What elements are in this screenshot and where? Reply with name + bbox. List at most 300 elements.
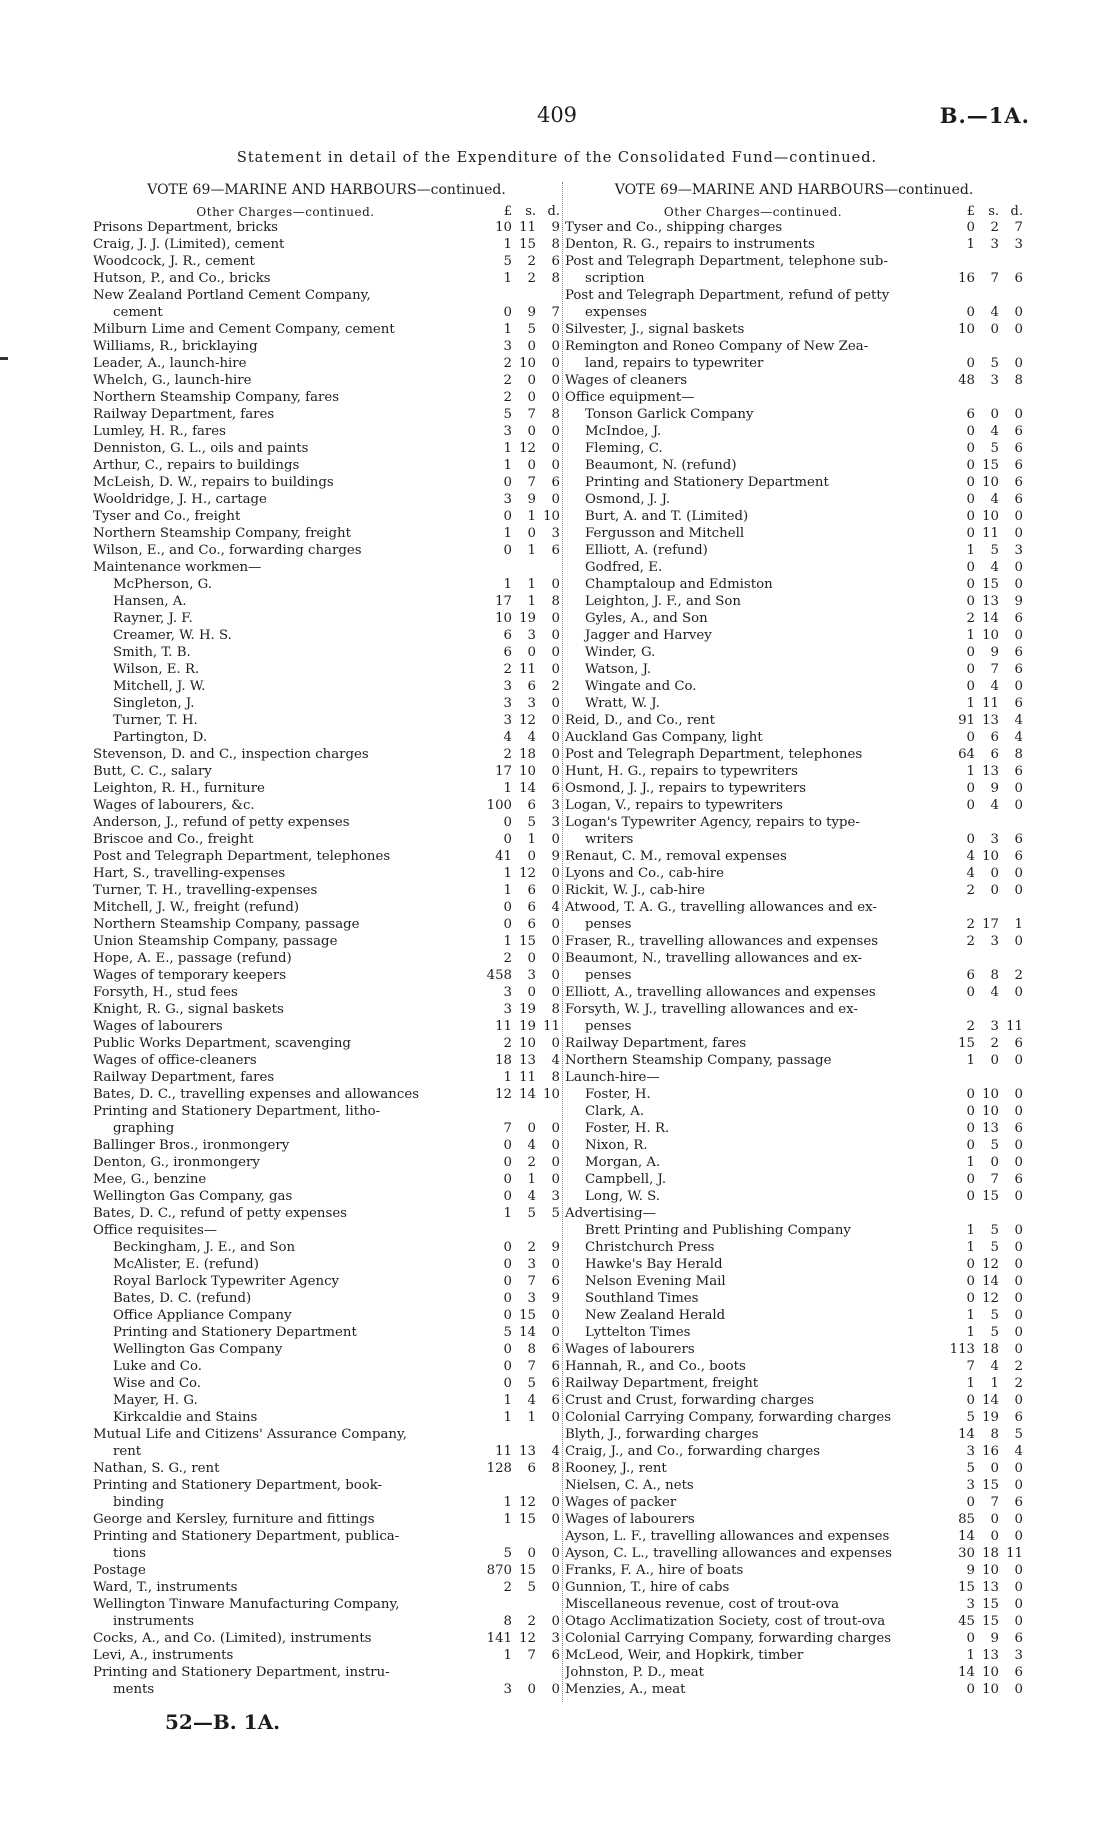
- pence-value: 0: [551, 458, 560, 473]
- pounds-value: 18: [495, 1053, 512, 1068]
- pounds-value: 0: [503, 1138, 512, 1153]
- table-row: [93, 1341, 560, 1358]
- pence-value: [536, 1426, 560, 1443]
- pence-value: 8: [1014, 373, 1023, 388]
- pounds-value: 2: [966, 611, 975, 626]
- table-row: [565, 1409, 1023, 1426]
- pounds-value: 45: [958, 1614, 975, 1629]
- table-row: [93, 1477, 560, 1494]
- table-row: [565, 576, 1023, 593]
- pence-value: 0: [1014, 1274, 1023, 1289]
- pounds-value: 6: [966, 968, 975, 983]
- table-row: [93, 712, 560, 729]
- pence-value: 0: [1014, 1597, 1023, 1612]
- pounds-value: 0: [966, 526, 975, 541]
- item-description: Renaut, C. M., removal expenses: [565, 849, 787, 864]
- pence-value: 0: [551, 696, 560, 711]
- table-row: [565, 950, 1023, 967]
- shillings-value: 4: [990, 305, 999, 320]
- table-row: [93, 933, 560, 950]
- pence-value: 0: [1014, 628, 1023, 643]
- item-description: penses: [585, 968, 632, 983]
- pounds-value: 2: [503, 951, 512, 966]
- item-description: Nixon, R.: [585, 1138, 648, 1153]
- expenditure-rows: [565, 219, 1023, 1698]
- pence-value: 6: [1014, 662, 1023, 677]
- shillings-value: 15: [519, 1308, 536, 1323]
- table-row: [93, 253, 560, 270]
- table-row: [565, 423, 1023, 440]
- pounds-value: 16: [958, 271, 975, 286]
- shillings-value: 5: [990, 1325, 999, 1340]
- table-row: [93, 236, 560, 253]
- pence-value: 9: [551, 849, 560, 864]
- pence-value: 0: [1014, 1580, 1023, 1595]
- table-row: [565, 1154, 1023, 1171]
- shillings-value: 15: [982, 1478, 999, 1493]
- pence-value: 0: [551, 747, 560, 762]
- shillings-value: 15: [982, 577, 999, 592]
- table-row: [93, 661, 560, 678]
- item-description: Lyttelton Times: [585, 1325, 691, 1340]
- pence-value: 3: [1014, 543, 1023, 558]
- table-row: [565, 1001, 1023, 1018]
- pounds-value: 30: [958, 1546, 975, 1561]
- pounds-value: 8: [503, 1614, 512, 1629]
- table-row: [565, 1120, 1023, 1137]
- item-description: Williams, R., bricklaying: [93, 339, 258, 354]
- table-row: [93, 287, 560, 304]
- pounds-value: 7: [503, 1121, 512, 1136]
- pounds-value: 6: [503, 645, 512, 660]
- pounds-value: 14: [958, 1427, 975, 1442]
- shillings-value: 1: [990, 1376, 999, 1391]
- item-description: Northern Steamship Company, passage: [565, 1053, 832, 1068]
- pounds-value: 0: [966, 356, 975, 371]
- item-description: land, repairs to typewriter: [585, 356, 764, 371]
- shillings-value: 1: [527, 1410, 536, 1425]
- pounds-value: 1: [503, 1495, 512, 1510]
- pounds-value: 0: [966, 441, 975, 456]
- shillings-value: 13: [982, 764, 999, 779]
- pence-value: 0: [551, 628, 560, 643]
- item-description: Turner, T. H.: [113, 713, 198, 728]
- pounds-value: 0: [966, 1495, 975, 1510]
- table-row: [93, 1069, 560, 1086]
- item-description: Johnston, P. D., meat: [565, 1665, 704, 1680]
- pounds-value: 1: [966, 543, 975, 558]
- pounds-value: 48: [958, 373, 975, 388]
- table-row: [93, 1052, 560, 1069]
- pence-value: 9: [551, 1240, 560, 1255]
- table-row: [93, 1171, 560, 1188]
- item-description: Royal Barlock Typewriter Agency: [113, 1274, 340, 1289]
- pounds-value: 15: [958, 1036, 975, 1051]
- pounds-value: 2: [966, 1019, 975, 1034]
- item-description: ments: [113, 1682, 155, 1697]
- table-row: [565, 1205, 1023, 1222]
- pounds-value: 10: [495, 611, 512, 626]
- item-description: Mitchell, J. W.: [113, 679, 206, 694]
- item-description: Burt, A. and T. (Limited): [585, 509, 749, 524]
- shillings-value: 14: [519, 1087, 536, 1102]
- item-description: Post and Telegraph Department, refund of petty: [565, 288, 890, 303]
- table-row: [93, 593, 560, 610]
- pounds-value: 3: [966, 1597, 975, 1612]
- pence-value: 0: [551, 1172, 560, 1187]
- shillings-value: 2: [990, 220, 999, 235]
- pounds-value: [478, 1596, 512, 1613]
- shillings-value: 15: [519, 1563, 536, 1578]
- pence-value: 0: [551, 1546, 560, 1561]
- item-description: Bates, D. C. (refund): [113, 1291, 252, 1306]
- shillings-value: 7: [527, 1274, 536, 1289]
- table-row: [93, 1630, 560, 1647]
- pounds-value: 11: [495, 1019, 512, 1034]
- pence-value: 6: [1014, 832, 1023, 847]
- pounds-value: 1: [503, 866, 512, 881]
- table-row: [565, 1630, 1023, 1647]
- item-description: Rickit, W. J., cab-hire: [565, 883, 706, 898]
- item-description: rent: [113, 1444, 142, 1459]
- table-row: [93, 1647, 560, 1664]
- pounds-value: 1: [966, 764, 975, 779]
- pence-value: [536, 1222, 560, 1239]
- table-row: [565, 678, 1023, 695]
- item-description: Advertising—: [565, 1206, 656, 1221]
- shillings-value: 4: [527, 730, 536, 745]
- shillings-value: 0: [527, 849, 536, 864]
- pounds-value: 1: [503, 458, 512, 473]
- pence-value: 6: [1014, 849, 1023, 864]
- pounds-value: 0: [503, 543, 512, 558]
- pence-value: 0: [1014, 1053, 1023, 1068]
- pounds-value: 0: [503, 1172, 512, 1187]
- table-row: [565, 1103, 1023, 1120]
- pounds-value: 85: [958, 1512, 975, 1527]
- pounds-value: 0: [503, 475, 512, 490]
- table-row: [93, 321, 560, 338]
- right-column: [565, 182, 1023, 1698]
- table-row: [565, 372, 1023, 389]
- shillings-value: 0: [527, 951, 536, 966]
- pounds-value: 870: [486, 1563, 512, 1578]
- pounds-value: 3: [503, 339, 512, 354]
- item-description: Prisons Department, bricks: [93, 220, 278, 235]
- pence-value: 4: [1014, 713, 1023, 728]
- table-row: [93, 1137, 560, 1154]
- pounds-value: 0: [966, 1172, 975, 1187]
- table-row: [93, 780, 560, 797]
- table-row: [565, 746, 1023, 763]
- shillings-value: 6: [527, 679, 536, 694]
- pounds-value: 1: [503, 1393, 512, 1408]
- item-description: Godfred, E.: [585, 560, 663, 575]
- pence-value: [536, 559, 560, 576]
- shillings-value: [975, 338, 999, 355]
- shillings-value: 14: [982, 611, 999, 626]
- item-description: Nielsen, C. A., nets: [565, 1478, 694, 1493]
- shillings-value: 1: [527, 832, 536, 847]
- shillings-value: 0: [527, 339, 536, 354]
- pounds-value: 41: [495, 849, 512, 864]
- pounds-value: 5: [966, 1461, 975, 1476]
- table-row: [565, 236, 1023, 253]
- item-description: Atwood, T. A. G., travelling allowances and ex-: [565, 900, 877, 915]
- shillings-value: 5: [990, 1223, 999, 1238]
- shillings-value: 0: [990, 883, 999, 898]
- item-description: Office requisites—: [93, 1223, 218, 1238]
- pence-value: 0: [551, 917, 560, 932]
- item-description: Wilson, E., and Co., forwarding charges: [93, 543, 362, 558]
- item-description: Jagger and Harvey: [585, 628, 712, 643]
- item-description: McLeod, Weir, and Hopkirk, timber: [565, 1648, 804, 1663]
- table-row: [565, 440, 1023, 457]
- pence-value: 11: [1006, 1019, 1023, 1034]
- table-row: [565, 712, 1023, 729]
- shillings-value: 0: [527, 1546, 536, 1561]
- pence-value: 6: [1014, 1172, 1023, 1187]
- shillings-value: 0: [990, 1512, 999, 1527]
- pounds-value: 5: [503, 254, 512, 269]
- table-row: [565, 355, 1023, 372]
- pence-value: 0: [1014, 560, 1023, 575]
- item-description: Wratt, W. J.: [585, 696, 660, 711]
- pence-value: 8: [551, 1070, 560, 1085]
- item-description: Wages of labourers: [565, 1512, 695, 1527]
- pounds-value: 3: [503, 696, 512, 711]
- pounds-value: 2: [503, 662, 512, 677]
- table-row: [565, 610, 1023, 627]
- item-description: Wise and Co.: [113, 1376, 202, 1391]
- item-description: Kirkcaldie and Stains: [113, 1410, 258, 1425]
- table-row: [93, 406, 560, 423]
- table-row: [565, 933, 1023, 950]
- pounds-value: 1: [503, 271, 512, 286]
- item-description: McAlister, E. (refund): [113, 1257, 259, 1272]
- item-description: Remington and Roneo Company of New Zea-: [565, 339, 869, 354]
- item-description: Printing and Stationery Department, litho-: [93, 1104, 381, 1119]
- table-row: [565, 1341, 1023, 1358]
- pence-value: 7: [551, 305, 560, 320]
- pence-value: 6: [1014, 475, 1023, 490]
- expenditure-rows: [93, 219, 560, 1698]
- pounds-value: 1: [503, 781, 512, 796]
- pence-value: 0: [551, 1495, 560, 1510]
- pounds-value: 1: [966, 1308, 975, 1323]
- shillings-value: 13: [982, 713, 999, 728]
- pence-value: 0: [1014, 1308, 1023, 1323]
- shillings-value: 10: [982, 1563, 999, 1578]
- pence-value: [536, 1664, 560, 1681]
- pence-value: 2: [1014, 1376, 1023, 1391]
- pence-value: 0: [551, 968, 560, 983]
- pence-value: 0: [1014, 1478, 1023, 1493]
- pence-value: 6: [551, 1376, 560, 1391]
- item-description: Singleton, J.: [113, 696, 195, 711]
- shillings-value: 4: [990, 560, 999, 575]
- page-number: 409: [536, 103, 578, 127]
- shillings-value: 3: [990, 373, 999, 388]
- shillings-value: 19: [519, 1019, 536, 1034]
- shillings-value: 0: [527, 424, 536, 439]
- shillings-value: 0: [990, 1461, 999, 1476]
- item-description: Hart, S., travelling-expenses: [93, 866, 286, 881]
- pence-header: d.: [547, 204, 560, 219]
- shillings-value: 5: [527, 1206, 536, 1221]
- shillings-value: 7: [527, 1648, 536, 1663]
- pence-value: 0: [1014, 883, 1023, 898]
- pence-value: 0: [1014, 1529, 1023, 1544]
- table-row: [565, 491, 1023, 508]
- shillings-value: 4: [527, 1138, 536, 1153]
- pence-value: 0: [1014, 1393, 1023, 1408]
- shillings-value: 1: [527, 594, 536, 609]
- shillings-value: 13: [982, 1121, 999, 1136]
- table-row: [565, 984, 1023, 1001]
- vote-heading: VOTE 69—MARINE AND HARBOURS—continued.: [147, 182, 506, 198]
- pounds-value: 0: [966, 1631, 975, 1646]
- item-description: Printing and Stationery Department, instru-: [93, 1665, 390, 1680]
- shillings-value: 5: [527, 1376, 536, 1391]
- item-description: Ballinger Bros., ironmongery: [93, 1138, 290, 1153]
- pounds-value: 3: [503, 492, 512, 507]
- table-row: [565, 1171, 1023, 1188]
- item-description: Launch-hire—: [565, 1070, 660, 1085]
- pence-value: 5: [551, 1206, 560, 1221]
- pence-value: 0: [1014, 356, 1023, 371]
- item-description: Fergusson and Mitchell: [585, 526, 745, 541]
- pounds-value: 5: [503, 407, 512, 422]
- pounds-value: 2: [503, 747, 512, 762]
- shillings-value: 3: [527, 1257, 536, 1272]
- item-description: Union Steamship Company, passage: [93, 934, 338, 949]
- shillings-value: 15: [519, 1512, 536, 1527]
- table-row: [93, 984, 560, 1001]
- item-description: Maintenance workmen—: [93, 560, 262, 575]
- shillings-value: 5: [990, 1308, 999, 1323]
- pence-value: 0: [1014, 1155, 1023, 1170]
- shillings-value: [512, 1477, 536, 1494]
- table-row: [93, 338, 560, 355]
- item-description: McLeish, D. W., repairs to buildings: [93, 475, 334, 490]
- pounds-value: 1: [966, 1223, 975, 1238]
- pence-value: 0: [551, 339, 560, 354]
- table-row: [565, 1528, 1023, 1545]
- shillings-value: 19: [519, 611, 536, 626]
- item-description: Milburn Lime and Cement Company, cement: [93, 322, 395, 337]
- shillings-value: 15: [519, 934, 536, 949]
- pounds-value: 0: [966, 1274, 975, 1289]
- pence-value: 0: [1014, 322, 1023, 337]
- pounds-value: 0: [966, 1087, 975, 1102]
- shillings-value: 13: [982, 1580, 999, 1595]
- table-row: [565, 389, 1023, 406]
- pounds-value: 5: [966, 1410, 975, 1425]
- table-row: [93, 1545, 560, 1562]
- table-row: [565, 661, 1023, 678]
- shillings-value: 3: [990, 237, 999, 252]
- table-row: [93, 1324, 560, 1341]
- pence-value: [999, 287, 1023, 304]
- item-description: penses: [585, 917, 632, 932]
- item-description: Mee, G., benzine: [93, 1172, 207, 1187]
- pence-value: 6: [1014, 458, 1023, 473]
- pounds-value: [941, 950, 975, 967]
- pence-value: 6: [1014, 1410, 1023, 1425]
- pounds-header: £: [966, 204, 975, 219]
- item-description: Morgan, A.: [585, 1155, 661, 1170]
- pence-value: 3: [551, 815, 560, 830]
- shillings-value: 12: [982, 1257, 999, 1272]
- pence-value: 0: [551, 1308, 560, 1323]
- pounds-value: 0: [503, 900, 512, 915]
- pounds-value: [478, 1426, 512, 1443]
- pounds-value: 2: [503, 356, 512, 371]
- item-description: Brett Printing and Publishing Company: [585, 1223, 851, 1238]
- table-row: [565, 865, 1023, 882]
- item-description: Leader, A., launch-hire: [93, 356, 247, 371]
- pounds-value: 17: [495, 594, 512, 609]
- item-description: expenses: [585, 305, 647, 320]
- item-description: Wages of labourers: [565, 1342, 695, 1357]
- pounds-value: 0: [966, 781, 975, 796]
- shillings-value: 17: [982, 917, 999, 932]
- item-description: Railway Department, fares: [565, 1036, 747, 1051]
- shillings-value: 12: [519, 713, 536, 728]
- pence-value: 0: [551, 1614, 560, 1629]
- pence-value: 0: [551, 1512, 560, 1527]
- document-reference: B.—1A.: [939, 103, 1030, 128]
- table-row: [93, 729, 560, 746]
- pence-value: 10: [543, 509, 560, 524]
- pence-value: 8: [551, 407, 560, 422]
- item-description: instruments: [113, 1614, 195, 1629]
- shillings-value: [975, 253, 999, 270]
- shillings-value: 0: [527, 1682, 536, 1697]
- table-row: [565, 406, 1023, 423]
- table-row: [565, 525, 1023, 542]
- pence-value: 11: [543, 1019, 560, 1034]
- item-description: Fraser, R., travelling allowances and expenses: [565, 934, 879, 949]
- pence-value: 0: [551, 713, 560, 728]
- pounds-value: 3: [503, 1002, 512, 1017]
- shillings-value: 11: [982, 526, 999, 541]
- shillings-value: 5: [990, 1240, 999, 1255]
- pence-value: [999, 814, 1023, 831]
- pounds-value: 0: [966, 985, 975, 1000]
- table-row: [93, 1562, 560, 1579]
- item-description: Clark, A.: [585, 1104, 645, 1119]
- pence-value: [536, 287, 560, 304]
- pence-value: 0: [551, 424, 560, 439]
- vote-heading: VOTE 69—MARINE AND HARBOURS—continued.: [614, 182, 974, 198]
- table-row: [93, 814, 560, 831]
- pounds-value: 0: [966, 1393, 975, 1408]
- table-row: [93, 763, 560, 780]
- item-description: Franks, F. A., hire of boats: [565, 1563, 744, 1578]
- table-row: [565, 287, 1023, 304]
- item-description: Beaumont, N., travelling allowances and ex-: [565, 951, 863, 966]
- item-description: Craig, J. J. (Limited), cement: [93, 237, 285, 252]
- shillings-value: 11: [982, 696, 999, 711]
- pounds-value: 7: [966, 1359, 975, 1374]
- pence-value: 0: [1014, 934, 1023, 949]
- table-row: [565, 593, 1023, 610]
- shillings-value: [512, 1664, 536, 1681]
- pounds-value: 0: [966, 730, 975, 745]
- left-column: [93, 182, 560, 1698]
